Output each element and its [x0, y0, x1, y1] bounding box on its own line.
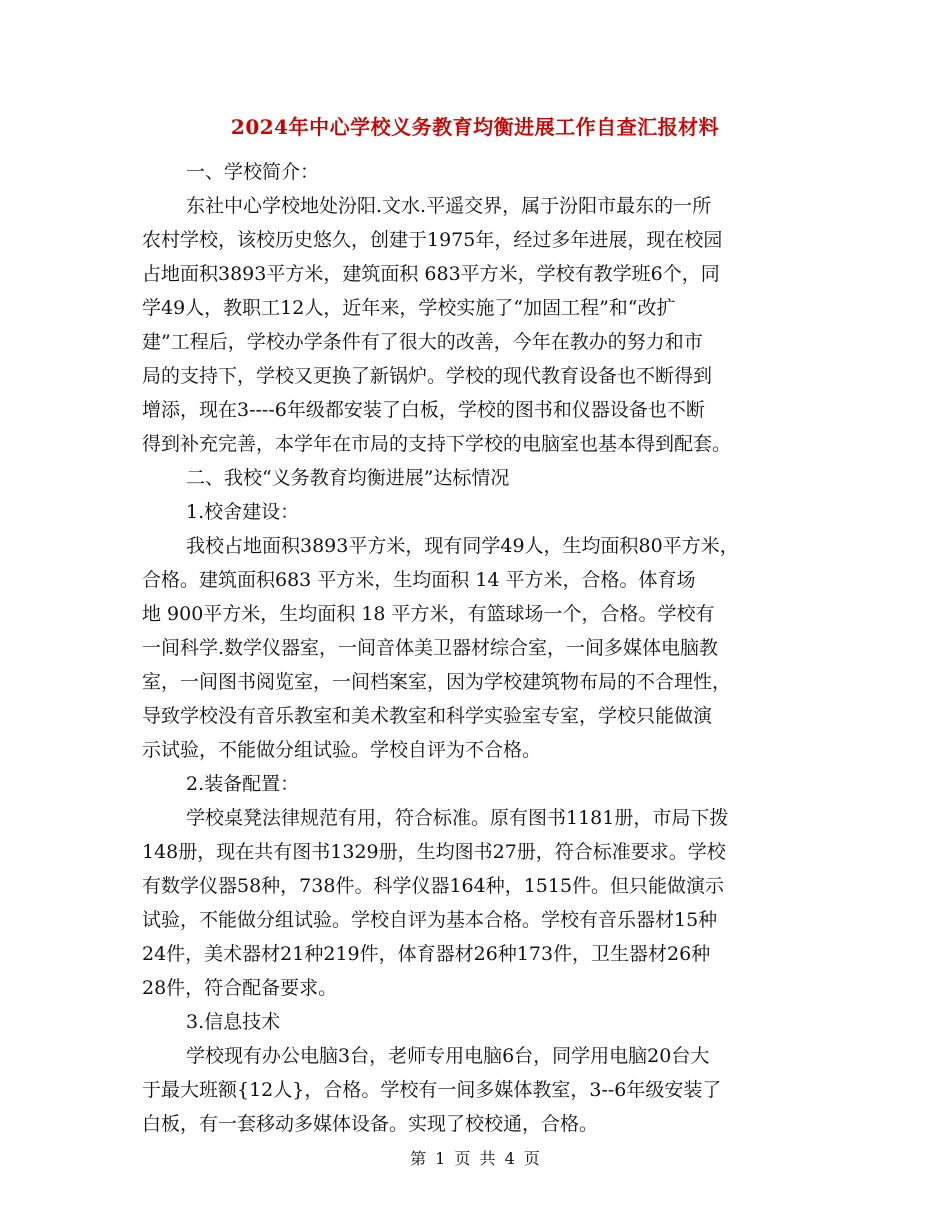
text-line: 148册，现在共有图书1329册，生均图书27册，符合标准要求。学校 — [142, 841, 726, 863]
text-line: 3.信息技术 — [186, 1011, 281, 1033]
text-line: 试验，不能做分组试验。学校自评为基本合格。学校有音乐器材15种 — [142, 909, 718, 931]
text-line: 24件，美术器材21种219件，体育器材26种173件，卫生器材26种 — [142, 943, 711, 965]
text-line: 东社中心学校地处汾阳.文水.平遥交界，属于汾阳市最东的一所 — [186, 195, 712, 217]
text-line: 农村学校，该校历史悠久，创建于1975年，经过多年进展，现在校园 — [142, 229, 723, 251]
text-line: 示试验，不能做分组试验。学校自评为不合格。 — [142, 739, 542, 761]
text-line: 于最大班额{12人}，合格。学校有一间多媒体教室，3--6年级安装了 — [142, 1079, 722, 1101]
document-body — [142, 155, 812, 1141]
text-line: 地 900平方米，生均面积 18 平方米，有篮球场一个，合格。学校有 — [142, 603, 715, 625]
text-line: 导致学校没有音乐教室和美术教室和科学实验室专室，学校只能做演 — [142, 705, 713, 727]
document-title: 2024年中心学校义务教育均衡进展工作自查汇报材料 — [230, 115, 720, 139]
text-line: 合格。建筑面积683 平方米，生均面积 14 平方米，合格。体育场 — [142, 569, 696, 591]
text-line: 我校占地面积3893平方米，现有同学49人，生均面积80平方米， — [186, 535, 739, 557]
text-line: 建”工程后，学校办学条件有了很大的改善，今年在教办的努力和市 — [142, 331, 703, 353]
text-line: 白板，有一套移动多媒体设备。实现了校校通，合格。 — [142, 1113, 599, 1135]
text-line: 局的支持下，学校又更换了新锅炉。学校的现代教育设备也不断得到 — [142, 365, 713, 387]
text-line: 学校桌凳法律规范有用，符合标准。原有图书1181册，市局下拨 — [186, 807, 729, 829]
text-line: 增添，现在3----6年级都安装了白板，学校的图书和仪器设备也不断 — [142, 399, 705, 421]
text-line: 室，一间图书阅览室，一间档案室，因为学校建筑物布局的不合理性， — [142, 671, 732, 693]
text-line: 一、学校简介： — [186, 161, 320, 183]
page-footer: 第 1 页 共 4 页 — [410, 1149, 540, 1168]
text-line: 二、我校“义务教育均衡进展”达标情况 — [186, 467, 510, 489]
text-line: 占地面积3893平方米，建筑面积 683平方米，学校有教学班6个，同 — [142, 263, 720, 285]
text-line: 有数学仪器58种，738件。科学仪器164种，1515件。但只能做演示 — [142, 875, 725, 897]
text-line: 一间科学.数学仪器室，一间音体美卫器材综合室，一间多媒体电脑教 — [142, 637, 719, 659]
text-line: 学49人，教职工12人，近年来，学校实施了“加固工程”和“改扩 — [142, 297, 676, 319]
text-line: 2.装备配置： — [186, 773, 300, 795]
text-line: 学校现有办公电脑3台，老师专用电脑6台，同学用电脑20台大 — [186, 1045, 710, 1067]
text-line: 得到补充完善，本学年在市局的支持下学校的电脑室也基本得到配套。 — [142, 433, 732, 455]
text-line: 28件，符合配备要求。 — [142, 977, 338, 999]
text-line: 1.校舍建设： — [186, 501, 300, 523]
